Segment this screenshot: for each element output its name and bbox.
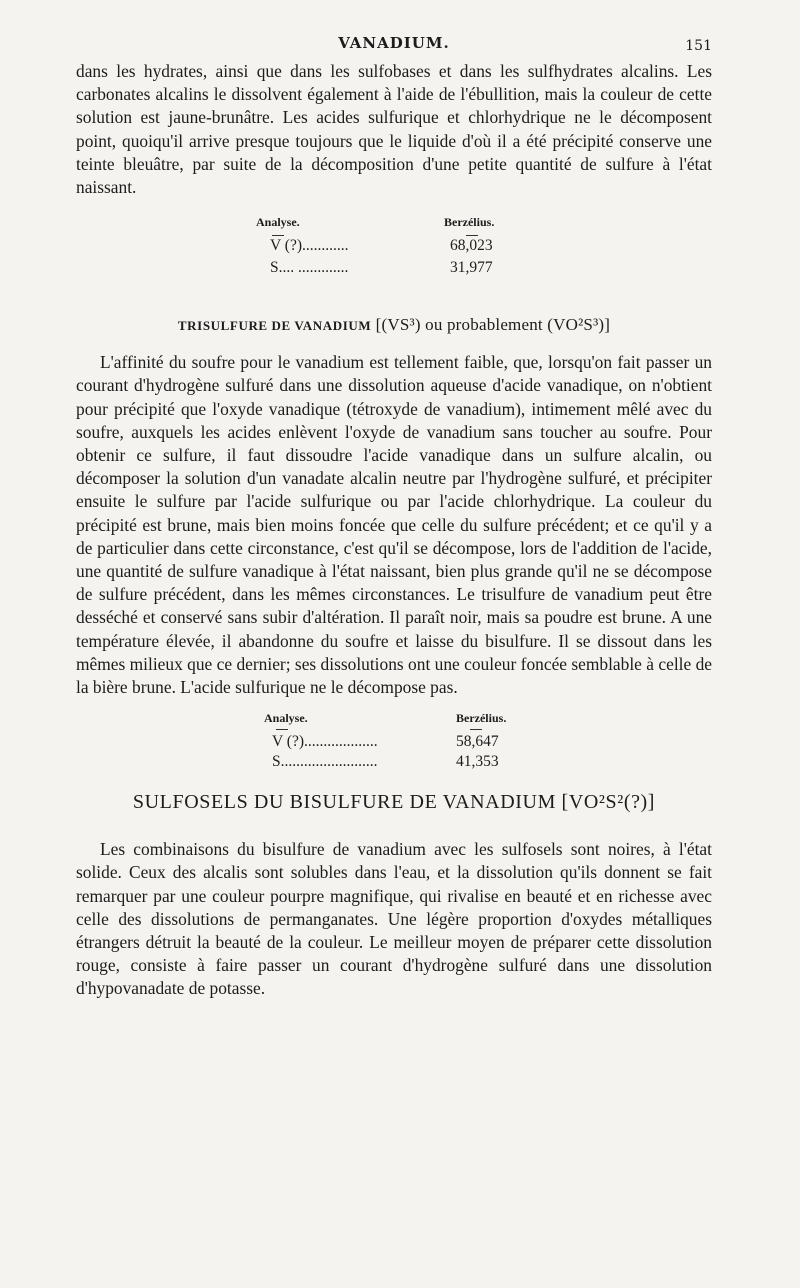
element-label: S......................... — [272, 753, 378, 771]
analysis-label-header: Analyse. — [264, 711, 308, 726]
element-value: 41,353 — [456, 753, 499, 771]
analysis-label-header: Analyse. — [256, 215, 300, 230]
paragraph-3: Les combinaisons du bisulfure de vanadium avec les sulfosels sont noires, à l'état solide. Ceux des alcalis sont solubles dans l'eau, et la dissolution qu'ils donnent se fait remarquer par une couleur pourpre magnifique, qui rivalise en beauté et en richesse avec celle des dissolutions de permanganates. Une légère proportion d'oxydes métalliques étrangers détruit la beauté de la couleur. Le meilleur moyen de préparer cette dissolution rouge, consiste à faire passer un courant d'hydrogène sulfuré dans une dissolution d'hypovanadate de potasse. — [76, 839, 712, 999]
section-heading-sulfosels: SULFOSELS DU BISULFURE DE VANADIUM [VO²S²(?)] — [132, 791, 656, 814]
analysis-row — [270, 237, 349, 255]
page-number: 151 — [685, 38, 712, 54]
element-label: S.... ............. — [270, 259, 349, 277]
analysis-row — [272, 733, 378, 751]
running-title: VANADIUM. — [338, 34, 450, 52]
label-dash — [272, 235, 284, 236]
section-heading-trisulfure — [76, 315, 712, 335]
page-body — [76, 60, 712, 1001]
element-label: V (?)............ — [270, 237, 349, 255]
element-value: 31,977 — [450, 259, 493, 277]
paragraph-1: dans les hydrates, ainsi que dans les sulfobases et dans les sulfhydrates alcalins. Les carbonates alcalins le dissolvent également à l'aide de l'ébullition, mais la couleur de cette solution est jaune-brunâtre. Les acides sulfurique et chlorhydrique ne le décomposent point, quoiqu'il arrive presque toujours que le liquide d'où il a été précipité conserve une teinte bleuâtre, par suite de la décomposition d'une petite quantité de sulfure à l'état naissant. — [76, 61, 712, 198]
value-dash — [470, 729, 482, 730]
analysis-value-header: Berzélius. — [456, 711, 507, 726]
element-value: 58,647 — [456, 733, 499, 751]
running-head — [76, 34, 712, 54]
section-formula: [(VS³) ou probablement (VO²S³)] — [375, 315, 611, 335]
paragraph-2: L'affinité du soufre pour le vanadium est tellement faible, que, lorsqu'on fait passer un courant d'hydrogène sulfuré dans une dissolution aqueuse d'acide vanadique, on n'obtient pour précipité que l'oxyde vanadique (tétroxyde de vanadium), intimement mêlé avec du soufre, auxquels les acides enlèvent l'oxyde de vanadium sans toucher au soufre. Pour obtenir ce sulfure, il faut dissoudre l'acide vanadique dans un sulfure alcalin, ou décomposer la solution d'un vanadate alcalin neutre par l'hydrogène sulfuré, et précipiter ensuite le sulfure par l'acide sulfurique ou par l'acide chlorhydrique. La couleur du précipité est brune, mais bien moins foncée que celle du sulfure précédent; et ce qu'il y a de particulier dans cette circonstance, c'est qu'il se décompose, lors de l'addition de l'acide, une quantité de sulfure vanadique à l'état naissant, bien plus grande qu'il ne se décompose de sulfure précédent, dans les mêmes circonstances. Le trisulfure de vanadium peut être desséché et conservé sans subir d'altération. Il paraît noir, mais sa poudre est brune. A une température élevée, il abandonne du soufre et laisse du bisulfure. Il se dissout dans les mêmes milieux que ce dernier; ses dissolutions ont une couleur foncée semblable à celle de la bière brune. L'acide sulfurique ne le décompose pas. — [76, 352, 712, 698]
element-label: V (?)................... — [272, 733, 378, 751]
analysis-table-2 — [76, 709, 712, 791]
analysis-value-header: Berzélius. — [444, 215, 495, 230]
element-value: 68,023 — [450, 237, 493, 255]
section-name: TRISULFURE DE VANADIUM — [177, 318, 372, 334]
analysis-row — [270, 259, 348, 277]
label-dash — [276, 729, 288, 730]
analysis-row — [272, 753, 378, 771]
analysis-table-1 — [76, 213, 712, 311]
value-dash — [466, 235, 478, 236]
